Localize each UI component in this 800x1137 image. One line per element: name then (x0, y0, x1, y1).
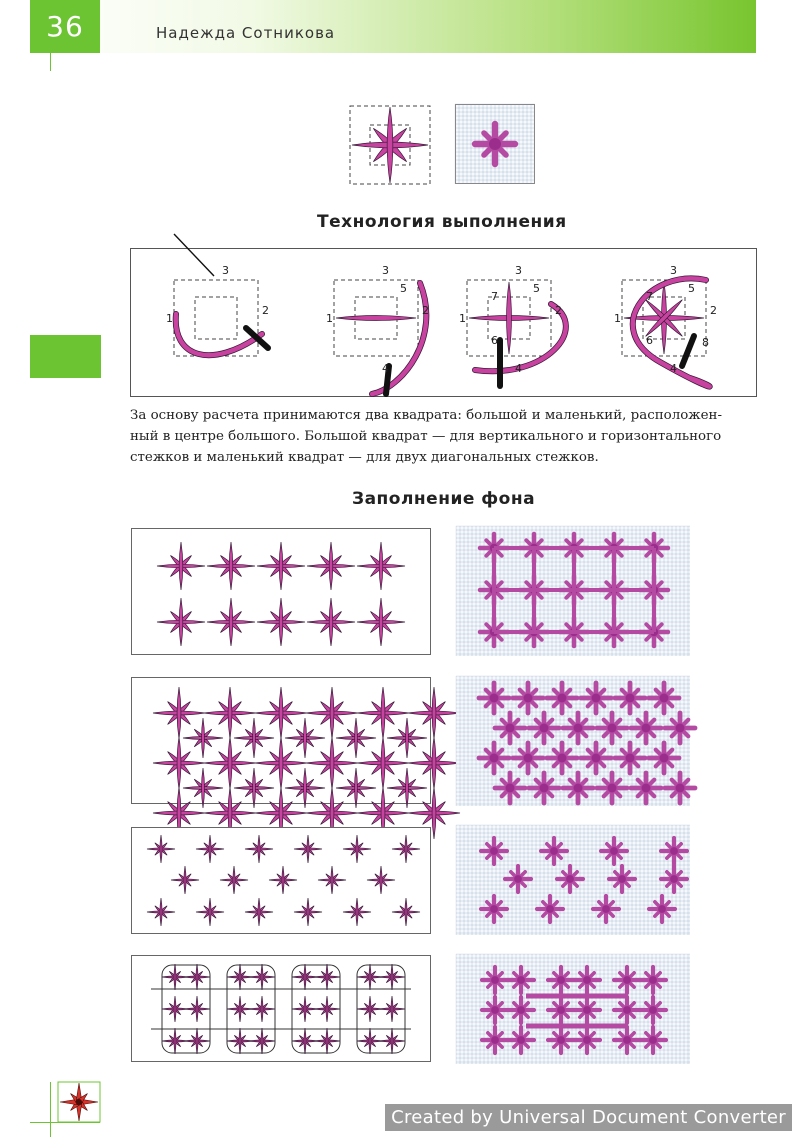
step-point-label: 5 (533, 282, 540, 295)
step-point-label: 1 (459, 312, 466, 325)
corner-star-ornament-icon (58, 1080, 102, 1124)
pattern-diagram-scattered (131, 827, 431, 934)
technology-paragraph (130, 405, 758, 468)
pattern-diagram-clusters (131, 955, 431, 1062)
step-point-label: 4 (670, 362, 677, 375)
needle-icon (682, 336, 694, 366)
pattern-diagram-grid (131, 528, 431, 655)
pattern-photo-grid (456, 526, 690, 656)
pattern-diagram-dense (131, 677, 431, 804)
step-point-label: 2 (422, 304, 429, 317)
step-point-label: 3 (222, 264, 229, 277)
step-point-label: 6 (646, 334, 653, 347)
corner-rule-vertical (50, 1082, 51, 1137)
side-tab (30, 335, 101, 378)
technology-heading: Технология выполнения (317, 212, 567, 232)
pattern-photo-dense (456, 676, 690, 806)
step-point-label: 2 (262, 304, 269, 317)
step-point-label: 1 (166, 312, 173, 325)
paragraph-line: стежков и маленький квадрат — для двух диагональных стежков. (130, 450, 599, 465)
pattern-photo-clusters (456, 954, 690, 1064)
step-point-label: 8 (702, 336, 709, 349)
step-point-label: 1 (614, 312, 621, 325)
paragraph-line: За основу расчета принимаются два квадрата: большой и маленький, расположен- (130, 408, 722, 423)
header-rule (50, 53, 51, 71)
page-header-band (30, 0, 756, 53)
technology-steps-diagram (130, 248, 758, 398)
paragraph-line: ный в центре большого. Большой квадрат — для вертикального и горизонтального (130, 429, 722, 444)
page-number: 36 (30, 0, 100, 53)
star-stitch-photo (455, 104, 535, 184)
step-point-label: 2 (710, 304, 717, 317)
step-point-label: 4 (382, 362, 389, 375)
step-point-label: 7 (491, 290, 498, 303)
step-point-label: 5 (400, 282, 407, 295)
technology-step-1 (166, 264, 269, 356)
step-point-label: 3 (515, 264, 522, 277)
technology-step-4 (614, 264, 717, 387)
star-stitch-sample (352, 107, 428, 183)
step-point-label: 6 (491, 334, 498, 347)
step-point-label: 3 (382, 264, 389, 277)
technology-step-2 (326, 264, 429, 394)
author-name: Надежда Сотникова (156, 24, 336, 42)
star-stitch-diagram (349, 105, 431, 185)
step-point-label: 2 (555, 304, 562, 317)
step-point-label: 1 (326, 312, 333, 325)
watermark: Created by Universal Document Converter (385, 1104, 792, 1131)
pattern-photo-scattered (456, 825, 690, 935)
step-point-label: 4 (515, 362, 522, 375)
fill-heading: Заполнение фона (352, 489, 536, 509)
pointer-needle (174, 234, 214, 276)
step-point-label: 3 (670, 264, 677, 277)
step-point-label: 7 (646, 290, 653, 303)
step-point-label: 5 (688, 282, 695, 295)
small-square (195, 297, 237, 339)
technology-step-3 (459, 264, 566, 386)
